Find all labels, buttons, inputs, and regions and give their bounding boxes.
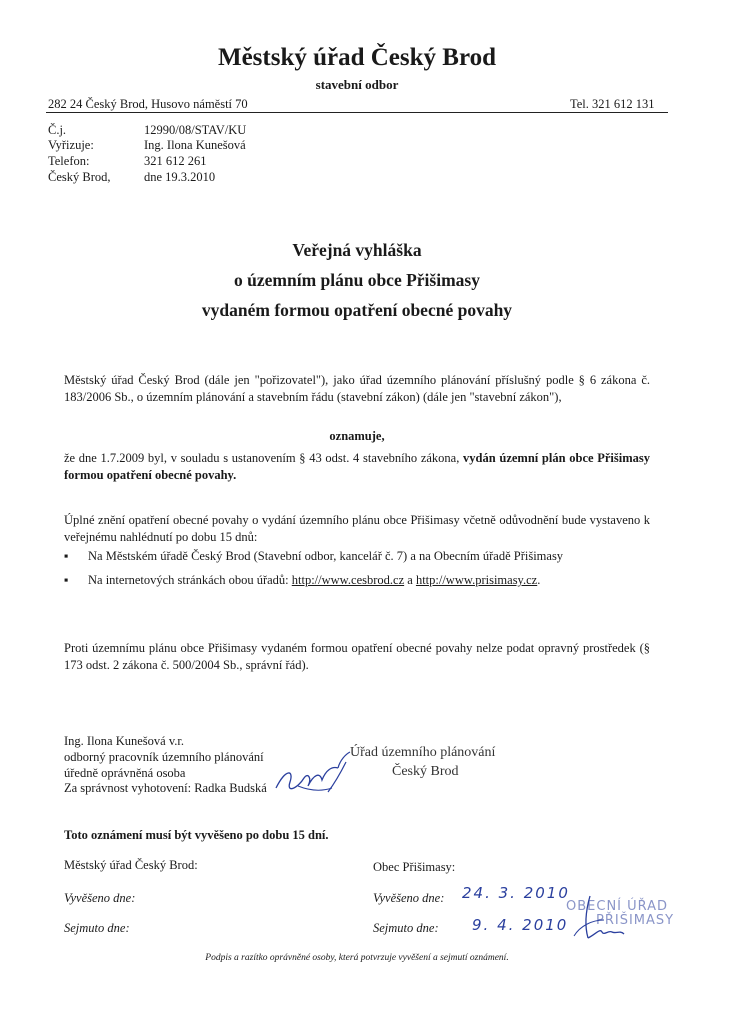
handwritten-posted-date: 24. 3. 2010 — [462, 884, 570, 902]
signatory-authority: úředně oprávněná osoba — [64, 766, 186, 780]
signatory-name: Ing. Ilona Kunešová v.r. — [64, 734, 184, 748]
stamp-line1: OBECNÍ ÚŘAD — [566, 899, 669, 914]
left-removed-label: Sejmuto dne: — [64, 921, 130, 935]
bullet-text-end: . — [537, 573, 541, 587]
right-office-label: Obec Přišimasy: — [373, 860, 456, 874]
meta-reference — [48, 123, 246, 138]
handwritten-removed-date: 9. 4. 2010 — [472, 916, 569, 934]
meta-key: Český Brod, — [48, 170, 111, 184]
notice-heading-line2: o územním plánu obce Přišimasy — [234, 270, 480, 290]
signatory-role: odborný pracovník územního plánování — [64, 750, 264, 764]
remedy-paragraph: Proti územnímu plánu obce Přišimasy vydaném formou opatření obecné povahy nelze podat opravný prostředek (§ 173 odst. 2 zákona č. 500/2004 Sb., správní řád). — [64, 641, 650, 672]
meta-key: Vyřizuje: — [48, 138, 94, 152]
meta-handler — [48, 138, 246, 153]
meta-key: Č.j. — [48, 123, 67, 137]
meta-value: 12990/08/STAV/KU — [144, 123, 247, 137]
office-phone: Tel. 321 612 131 — [570, 97, 655, 111]
office-title: Městský úřad Český Brod — [217, 44, 497, 71]
bullet-text: Na internetových stránkách obou úřadů: — [88, 573, 292, 587]
header-divider — [46, 112, 668, 113]
right-removed-label: Sejmuto dne: — [373, 921, 439, 935]
bullet-marker: ▪ — [64, 573, 69, 587]
meta-value: Ing. Ilona Kunešová — [144, 138, 246, 152]
office-address: 282 24 Český Brod, Husovo náměstí 70 — [48, 97, 248, 111]
meta-key: Telefon: — [48, 154, 90, 168]
link-cesbrod[interactable]: http://www.cesbrod.cz — [291, 573, 405, 587]
bullet-marker: ▪ — [64, 549, 69, 563]
availability-paragraph: Úplné znění opatření obecné povahy o vydání územního plánu obce Přišimasy včetně odůvodnění bude vystaveno k veřejnému nahlédnutí po dobu 15 dnů: — [64, 513, 650, 544]
handwritten-signature — [268, 748, 358, 804]
bullet-office — [64, 549, 563, 564]
department-subtitle: stavební odbor — [315, 77, 399, 92]
left-office-label: Městský úřad Český Brod: — [64, 858, 198, 872]
decision-text: že dne 1.7.2009 byl, v souladu s ustanovením § 43 odst. 4 stavebního zákona, — [64, 451, 464, 465]
right-posted-label: Vyvěšeno dne: — [373, 891, 445, 905]
bullet-text: Na Městském úřadě Český Brod (Stavební odbor, kancelář č. 7) a na Obecním úřadě Přišimasy — [88, 549, 564, 563]
posting-notice: Toto oznámení musí být vyvěšeno po dobu 15 dní. — [64, 828, 329, 842]
meta-value: dne 19.3.2010 — [144, 170, 216, 184]
footnote: Podpis a razítko oprávněné osoby, která potvrzuje vyvěšení a sejmutí oznámení. — [205, 953, 509, 963]
handwritten-initials — [566, 890, 636, 946]
planning-office-line2: Český Brod — [392, 764, 459, 779]
meta-value: 321 612 261 — [144, 154, 207, 168]
intro-paragraph: Městský úřad Český Brod (dále jen "pořizovatel"), jako úřad územního plánování příslušný podle § 6 zákona č. 183/2006 Sb., o územním plánování a stavebním řádu (stavební zákon) (dále jen "stavební zákon"), — [64, 373, 650, 404]
bullet-text-mid: a — [404, 573, 416, 587]
meta-phone — [48, 154, 207, 169]
planning-office-line1: Úřad územního plánování — [350, 745, 496, 760]
decision-bold-text: vydán územní plán obce Přišimasy formou opatření obecné povahy. — [64, 451, 650, 482]
link-prisimasy[interactable]: http://www.prisimasy.cz — [415, 573, 538, 587]
verification-line: Za správnost vyhotovení: Radka Budská — [64, 781, 267, 795]
bullet-web — [64, 573, 540, 588]
stamp-line2: PŘIŠIMASY — [596, 913, 675, 928]
notice-heading-line1: Veřejná vyhláška — [292, 240, 422, 260]
decision-paragraph — [64, 450, 650, 484]
announce-word: oznamuje, — [329, 429, 385, 443]
notice-heading-line3: vydaném formou opatření obecné povahy — [201, 300, 513, 320]
left-posted-label: Vyvěšeno dne: — [64, 891, 136, 905]
meta-date — [48, 170, 215, 185]
